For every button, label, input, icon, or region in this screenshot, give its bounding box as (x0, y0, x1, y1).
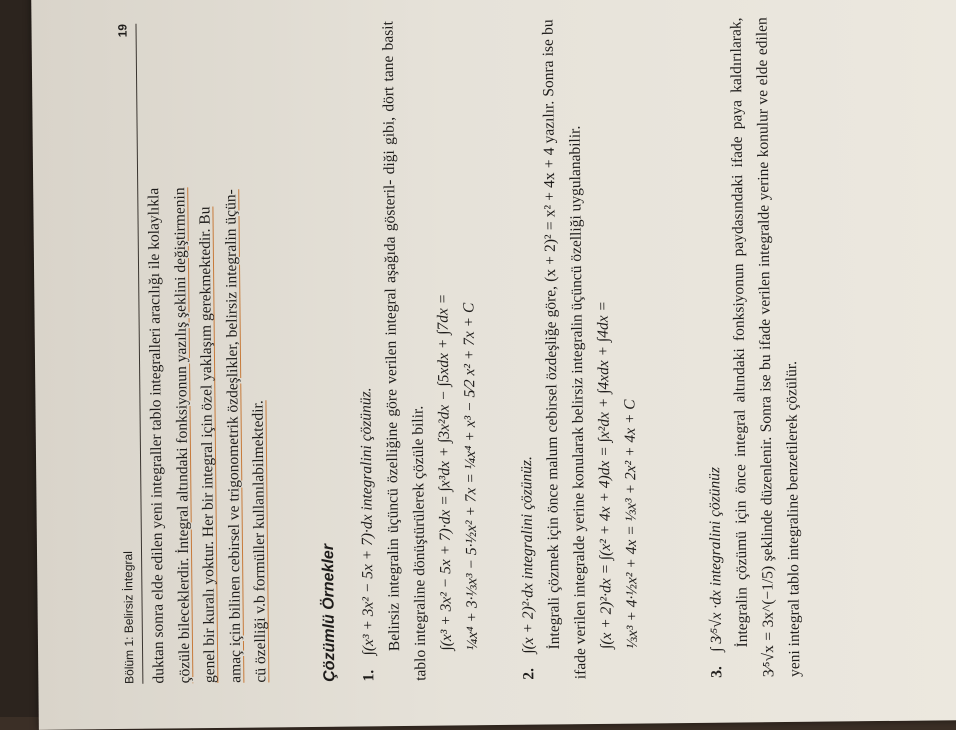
task-formula: ∫ 3⁄⁵√x ·dx integralini çözünüz (706, 466, 726, 652)
section-title: Çözümlü Örnekler (319, 543, 339, 682)
example-explanation: İntegralin çözümü için önce integral altındaki fonksiyonun paydasındaki ifade paya kaldırılarak, 3⁄⁵√x = 3x^(−1/5) şeklinde düzenlenir. Sonra ise bu ifade verilen integralde yerine konulur ve elde edilen yeni integral tablo integraline benzetilerek çözülür. (727, 17, 804, 678)
chapter-title: Bölüm 1: Belirsiz İntegral (121, 551, 137, 684)
highlighted-text: genel bir kuralı yoktur. Her bir integral için özel yaklaşım gerekmektedir. Bu (196, 206, 219, 684)
highlighted-text: cü özelliği v.b formüller kullanılabilmektedir. (249, 400, 270, 683)
example-explanation: İntegrali çözmek için önce malum cebirsel özdeşliğe göre, (x + 2)² = x² + 4x + 4 yazılır. Sonra ise bu ifade verilen integralde yerine konularak belirsiz integralin üçüncü özelliği uygulanabilir. (539, 19, 590, 680)
example-3 (697, 17, 808, 678)
solution-equation: ∫(x + 2)²·dx = ∫(x² + 4x + 4)dx = ∫x²dx + ∫4xdx + ∫4dx = (594, 301, 616, 649)
solution-equation: ¼x⁴ + 3·⅓x³ − 5·½x² + 7x = ¼x⁴ + x³ − 5⁄2 x² + 7x + C (460, 302, 482, 651)
task-formula: ∫(x + 2)²·dx integralini çözünüz. (518, 456, 538, 654)
example-1 (349, 20, 486, 681)
intro-paragraph (139, 22, 273, 683)
page-number: 19 (115, 23, 130, 38)
example-explanation: Belirsiz integralin üçüncü özelliğine göre verilen integral aşağıda gösteril- diği gibi, dört tane basit tablo integraline dönüştürülerek çözüle bilir. (379, 21, 430, 681)
example-number: 1. (360, 669, 378, 682)
example-2 (509, 19, 646, 680)
highlighted-text: çözüle bileceklerdir. İntegral altındaki fonksiyonun yazılış şeklini değiştirmenin (170, 187, 193, 684)
solution-equation: ⅓x³ + 4·½x² + 4x = ⅓x³ + 2x² + 4x + C (621, 399, 642, 649)
solution-equation: ∫(x³ + 3x² − 5x + 7)·dx = ∫x³dx + ∫3x²dx − ∫5xdx + ∫7dx = (434, 293, 456, 651)
example-number: 2. (520, 668, 538, 680)
task-formula: ∫(x³ + 3x² − 5x + 7)·dx integralini çözünüz. (357, 387, 378, 656)
example-number: 3. (708, 666, 726, 678)
book-page (31, 0, 956, 730)
page-content (109, 15, 956, 684)
page-header (109, 24, 143, 684)
intro-line: duktan sonra elde edilen yeni integraller tablo integralleri aracılığı ile kolaylıkla (145, 187, 168, 684)
highlighted-text: amaç için bilinen cebirsel ve trigonometrik özdeşlikler, belirsiz integralin üçün- (221, 189, 244, 683)
